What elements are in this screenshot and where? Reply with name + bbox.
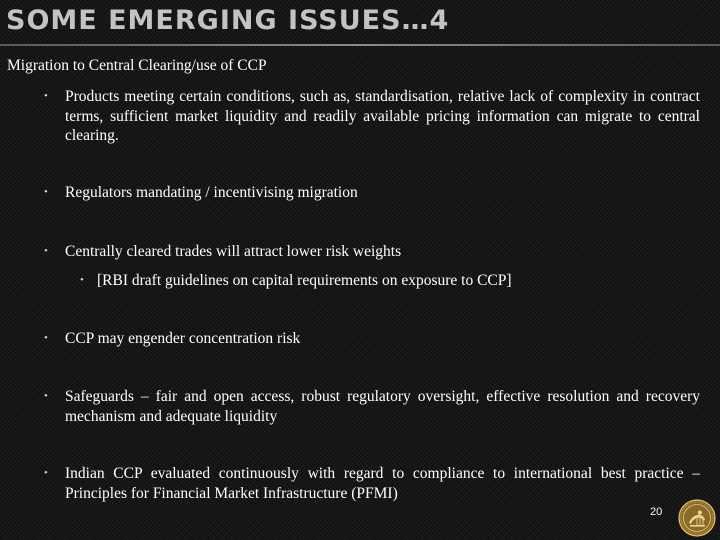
sub-bullet-marker: • [80, 274, 84, 286]
bullet-text: Safeguards – fair and open access, robust regulatory oversight, effective resolution and recovery mechanism and adequate liquidity [65, 388, 700, 425]
bullet-marker: • [44, 390, 48, 402]
page-number: 20 [650, 506, 663, 518]
bullet-text: Centrally cleared trades will attract lower risk weights [65, 243, 402, 260]
rbi-seal-logo [678, 499, 716, 537]
bullet-indian-ccp [44, 464, 700, 503]
bullet-text: Products meeting certain conditions, such as, standardisation, relative lack of complexity in contract terms, sufficient market liquidity and readily available pricing information can migrate to central clearing. [65, 88, 700, 144]
title-divider [0, 44, 720, 46]
bullet-text: Regulators mandating / incentivising migration [65, 184, 358, 201]
bullet-text: CCP may engender concentration risk [65, 330, 301, 347]
bullet-marker: • [44, 90, 48, 102]
slide-subtitle: Migration to Central Clearing/use of CCP [7, 57, 267, 74]
sub-bullet-rbi-guidelines [80, 271, 700, 291]
bullet-lower-risk-weights [44, 242, 700, 262]
bullet-marker: • [44, 332, 48, 344]
sub-bullet-text: [RBI draft guidelines on capital requirements on exposure to CCP] [97, 272, 512, 289]
bullet-safeguards [44, 387, 700, 426]
slide-title: SOME EMERGING ISSUES…4 [6, 5, 450, 36]
bullet-marker: • [44, 245, 48, 257]
bullet-text: Indian CCP evaluated continuously with regard to compliance to international best practice – Principles for Financial Market Infrastructure (PFMI) [65, 465, 700, 502]
bullet-concentration-risk [44, 329, 700, 349]
bullet-marker: • [44, 467, 48, 479]
bullet-regulators-mandating [44, 183, 700, 203]
bullet-marker: • [44, 186, 48, 198]
bullet-migration-conditions [44, 87, 700, 146]
